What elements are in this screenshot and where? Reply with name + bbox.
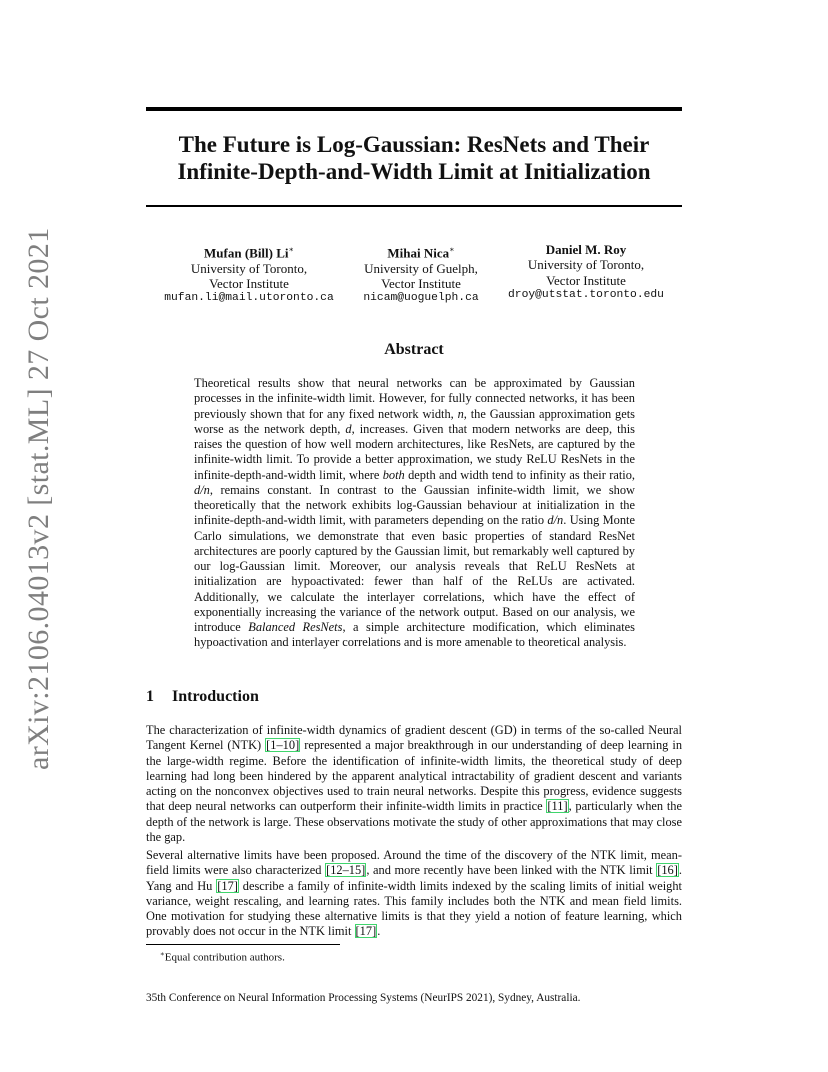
footnote-text: Equal contribution authors. [164, 951, 285, 964]
author-email[interactable]: mufan.li@mail.utoronto.ca [164, 292, 334, 305]
conference-notice: 35th Conference on Neural Information Processing Systems (NeurIPS 2021), Sydney, Australia. [146, 992, 581, 1004]
title-bottom-rule [146, 205, 682, 207]
abstract-segment: , a simple architecture modification, which eliminates hypoactivation and interlayer correlations and is more amenable to theoretical analysis. [194, 620, 635, 650]
abstract-segment: , the Gaussian approximation gets worse as the network depth, [194, 406, 635, 436]
author-name: Mihai Nica [387, 245, 450, 261]
title-line-1: The Future is Log-Gaussian: ResNets and Their [178, 132, 650, 157]
citation-link[interactable]: [17] [355, 924, 377, 939]
section-title: Introduction [172, 688, 259, 705]
emphasis-both: both [382, 467, 405, 482]
author-affiliation: University of Guelph, [364, 260, 478, 276]
abstract-text [194, 376, 635, 651]
author-affiliation: Vector Institute [546, 272, 626, 288]
paper-title [146, 131, 682, 185]
paragraph-segment: , particularly when the depth of the network is large. These observations motivate the study of other approximations that may close the gap. [146, 799, 682, 844]
math-ratio: d/n [194, 482, 210, 497]
footnote-mark: ∗ [160, 950, 165, 958]
footnote [160, 950, 285, 964]
paragraph-segment: . Yang and Hu [146, 863, 682, 893]
author-affiliation: University of Toronto, [190, 260, 308, 276]
section-heading-introduction [146, 688, 259, 706]
abstract-heading: Abstract [384, 341, 444, 358]
author-name: Mufan (Bill) Li [204, 245, 289, 261]
abstract-segment: Theoretical results show that neural networks can be approximated by Gaussian processes in the infinite-width limit. However, for fully connected networks, it has been previously shown that for any fixed network width, [194, 376, 635, 421]
title-line-2: Infinite-Depth-and-Width Limit at Initialization [177, 159, 651, 184]
title-top-rule [146, 107, 682, 111]
math-ratio: d/n [547, 513, 564, 528]
paragraph-segment: represented a major breakthrough in our understanding of deep learning in the large-width regime. Before the identification of infinite-width limits, the theoretical study of deep learning had long been hindered by the apparent analytical intractability of gradient descent and variants acting on the nonconvex objectives used to train neural networks. Despite this progress, evidence suggests that deep neural networks can outperform their infinite-width limits in practice [146, 738, 683, 814]
author-email[interactable]: nicam@uoguelph.ca [363, 292, 479, 305]
paragraph-segment: describe a family of infinite-width limits indexed by the scaling limits of initial weight variance, weight rescaling, and learning rates. This family includes both the NTK and mean field limits. One motivation for studying these alternative limits is that they yield a notion of feature learning, which provably does not occur in the NTK limit [146, 878, 682, 939]
paragraph-segment: Several alternative limits have been proposed. Around the time of the discovery of the NTK limit, mean-field limits were also characterized [146, 848, 682, 878]
author-affiliation: Vector Institute [209, 275, 289, 291]
math-var-d: d [345, 421, 352, 436]
arxiv-identifier: arXiv:2106.04013v2 [stat.ML] 27 Oct 2021 [22, 227, 55, 770]
intro-paragraph-1 [146, 723, 682, 845]
emphasis-balanced-resnets: Balanced ResNets [248, 620, 343, 634]
author-block-1 [156, 242, 342, 307]
author-name: Daniel M. Roy [545, 242, 627, 257]
citation-link[interactable]: [1–10] [266, 738, 300, 753]
author-mark: ∗ [449, 245, 455, 254]
abstract-segment: , increases. Given that modern networks are deep, this raises the question of how well modern architectures, like ResNets, are captured by the infinite-width limit. To provide a better approximation, we study ReLU ResNets in the infinite-depth-and-width limit, where [194, 421, 635, 482]
abstract-segment: , remains constant. In contrast to the Gaussian infinite-width limit, we show theoretically that the network exhibits log-Gaussian behaviour at initialization in the infinite-depth-and-width limit, with parameters depending on the ratio [194, 482, 635, 528]
paragraph-segment: , and more recently have been linked with the NTK limit [366, 863, 657, 878]
abstract-segment: depth and width tend to infinity as their ratio, [404, 467, 636, 482]
paragraph-segment: . [377, 924, 381, 939]
citation-link[interactable]: [11] [547, 799, 568, 814]
citation-link[interactable]: [12–15] [326, 863, 366, 878]
section-number: 1 [146, 688, 154, 705]
footnote-rule [146, 944, 340, 945]
author-block-3 [497, 242, 675, 303]
paragraph-segment: The characterization of infinite-width dynamics of gradient descent (GD) in terms of the so-called Neural Tangent Kernel (NTK) [146, 723, 682, 753]
author-mark: ∗ [288, 245, 294, 254]
citation-link[interactable]: [17] [217, 878, 238, 893]
author-affiliation: University of Toronto, [527, 257, 645, 273]
intro-paragraph-2 [146, 848, 682, 940]
abstract-segment: . Using Monte Carlo simulations, we demonstrate that even basic properties of standard ResNet architectures are poorly captured by the Gaussian limit, but remarkably well captured by our log-Gaussian limit. Moreover, our analysis reveals that ReLU ResNets at initialization are hypoactivated: fewer than half of the ReLUs are activated. Additionally, we calculate the interlayer correlations, which have the effect of exponentially increasing the variance of the network output. Based on our analysis, we introduce [194, 513, 635, 634]
math-var-n: n [457, 406, 464, 421]
citation-link[interactable]: [16] [657, 863, 678, 878]
author-email[interactable]: droy@utstat.toronto.edu [508, 288, 664, 301]
author-block-2 [352, 242, 490, 307]
author-affiliation: Vector Institute [381, 275, 461, 291]
